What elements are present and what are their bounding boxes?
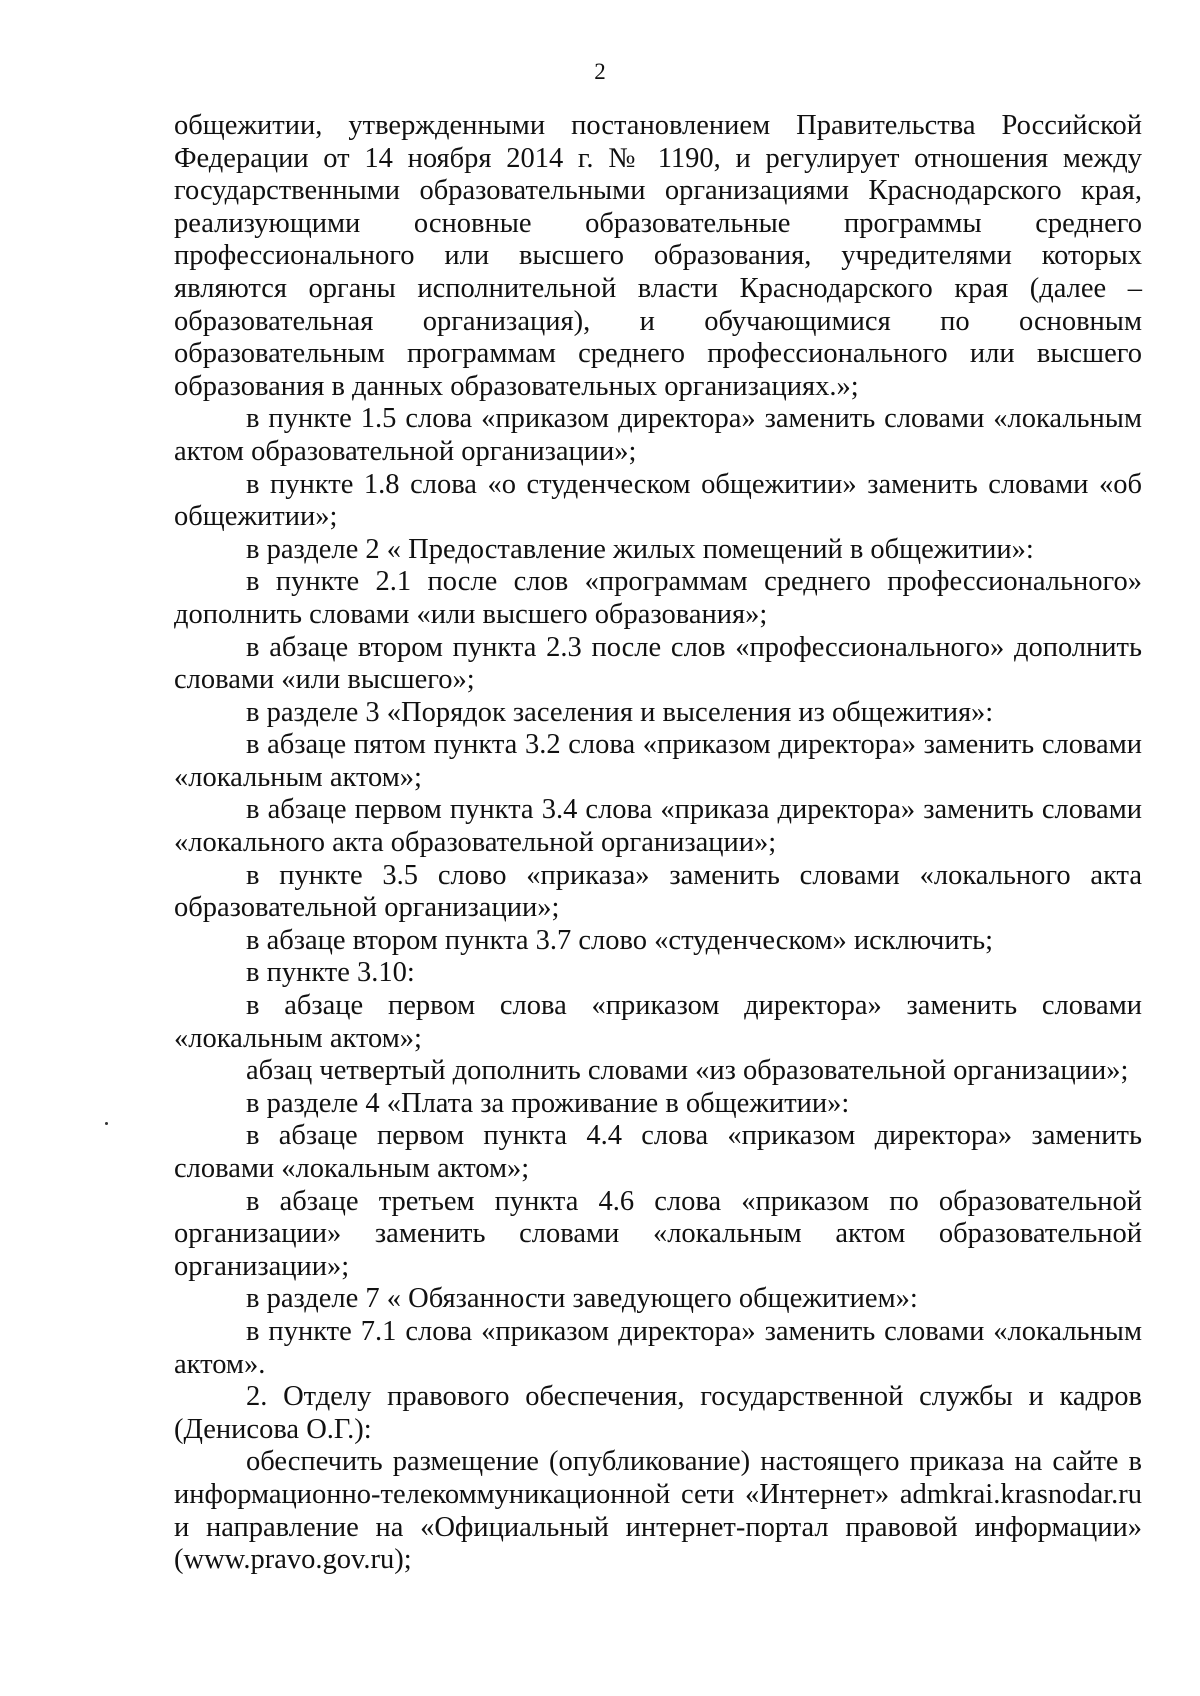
paragraph-item-3-10-fourth: абзац четвертый дополнить словами «из образовательной организации»; bbox=[246, 1055, 1129, 1087]
paragraph-item-3-5: в пункте 3.5 слово «приказа» заменить словами «локального акта образовательной организации»; bbox=[174, 859, 1142, 924]
paragraph-clause-2: 2. Отделу правового обеспечения, государственной службы и кадров (Денисова О.Г.): bbox=[174, 1381, 1142, 1445]
paragraph-item-3-10-first: в абзаце первом слова «приказом директора» заменить словами «локальным актом»; bbox=[174, 990, 1142, 1054]
paragraph-item-2-1: в пункте 2.1 после слов «программам среднего профессионального» дополнить словами «или высшего образования»; bbox=[174, 566, 1142, 630]
paragraph-publication: обеспечить размещение (опубликование) настоящего приказа на сайте в информационно-телекоммуникационной сети «Интернет» admkrai.krasnodar.ru и направление на «Официальный интернет-портал правовой информации» (www.pravo.gov.ru); bbox=[174, 1446, 1142, 1576]
paragraph-item-3-2: в абзаце пятом пункта 3.2 слова «приказом директора» заменить словами «локальным актом»; bbox=[174, 729, 1142, 793]
paragraph-item-1-5: в пункте 1.5 слова «приказом директора» заменить словами «локальным актом образовательной организации»; bbox=[174, 403, 1142, 467]
paragraph-item-3-7: в абзаце втором пункта 3.7 слово «студенческом» исключить; bbox=[246, 924, 993, 956]
scan-speck bbox=[105, 1122, 108, 1125]
paragraph-item-3-10: в пункте 3.10: bbox=[246, 957, 415, 989]
page-number: 2 bbox=[594, 59, 606, 84]
paragraph-item-1-8: в пункте 1.8 слова «о студенческом общежитии» заменить словами «об общежитии»; bbox=[174, 468, 1142, 533]
paragraph-section-4: в разделе 4 «Плата за проживание в общежитии»: bbox=[246, 1087, 850, 1119]
paragraph-section-2: в разделе 2 « Предоставление жилых помещений в общежитии»: bbox=[246, 533, 1034, 565]
paragraph-section-3: в разделе 3 «Порядок заселения и выселения из общежития»: bbox=[246, 696, 994, 728]
paragraph-section-7: в разделе 7 « Обязанности заведующего общежитием»: bbox=[246, 1283, 918, 1315]
paragraph-item-7-1: в пункте 7.1 слова «приказом директора» заменить словами «локальным актом». bbox=[174, 1315, 1142, 1380]
paragraph-item-4-4: в абзаце первом пункта 4.4 слова «приказом директора» заменить словами «локальным актом»; bbox=[174, 1120, 1142, 1184]
paragraph-item-3-4: в абзаце первом пункта 3.4 слова «приказа директора» заменить словами «локального акта образовательной организации»; bbox=[174, 794, 1142, 859]
document-body bbox=[174, 110, 1142, 1577]
paragraph-item-4-6: в абзаце третьем пункта 4.6 слова «приказом по образовательной организации» заменить словами «локальным актом образовательной организации»; bbox=[174, 1185, 1142, 1282]
paragraph-item-2-3: в абзаце втором пункта 2.3 после слов «профессионального» дополнить словами «или высшего»; bbox=[174, 631, 1142, 696]
paragraph-continuation: общежитии, утвержденными постановлением Правительства Российской Федерации от 14 ноября 2014 г. № 1190, и регулирует отношения между государственными образовательными организациями Краснодарского края, реализующими основные образовательные программы среднего профессионального или высшего образования, учредителями которых являются органы исполнительной власти Краснодарского края (далее – образовательная организация), и обучающимися по основным образовательным программам среднего профессионального или высшего образования в данных образовательных организациях.»; bbox=[174, 110, 1142, 402]
